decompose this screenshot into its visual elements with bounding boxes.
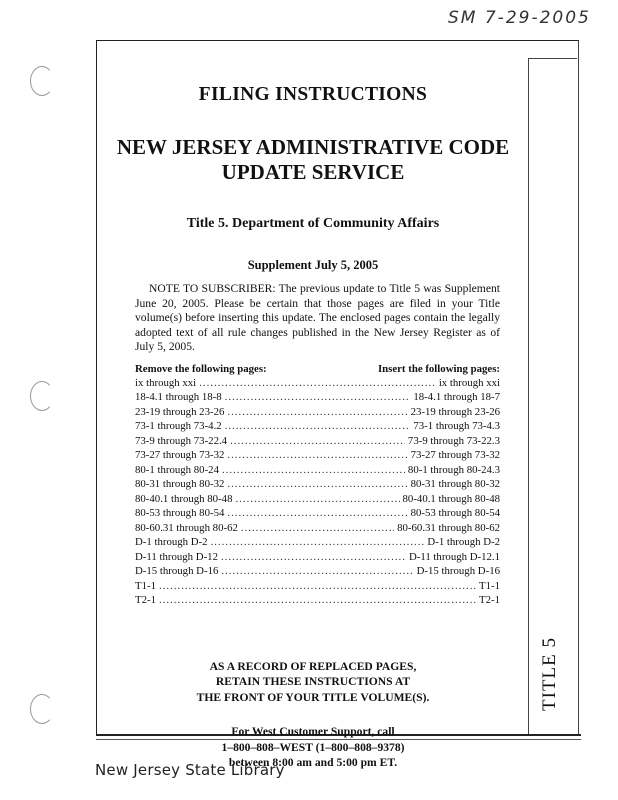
leader-dots bbox=[221, 564, 413, 579]
code-title-line: UPDATE SERVICE bbox=[221, 160, 405, 184]
remove-pages: 73-27 through 73-32 bbox=[135, 449, 225, 461]
code-title bbox=[104, 135, 522, 185]
list-item bbox=[135, 521, 500, 536]
remove-pages: 23-19 through 23-26 bbox=[135, 405, 225, 418]
insert-pages: 80-31 through 80-32 bbox=[410, 478, 500, 490]
library-stamp: New Jersey State Library bbox=[95, 761, 285, 779]
list-item bbox=[135, 477, 500, 492]
page-title: FILING INSTRUCTIONS bbox=[198, 84, 428, 105]
insert-pages: 80-1 through 80-24.3 bbox=[407, 463, 500, 476]
remove-pages: D-1 through D-2 bbox=[135, 536, 208, 548]
record-line: THE FRONT OF YOUR TITLE VOLUME(S). bbox=[196, 690, 430, 704]
support-phone: 1–800–808–WEST (1–800–808–9378) bbox=[221, 740, 405, 754]
remove-header: Remove the following pages: bbox=[135, 362, 267, 375]
remove-pages: 73-9 through 73-22.4 bbox=[135, 434, 228, 447]
remove-pages: 73-1 through 73-4.2 bbox=[135, 420, 222, 432]
leader-dots bbox=[211, 535, 425, 550]
insert-pages: T1-1 bbox=[479, 579, 500, 592]
remove-pages: 80-1 through 80-24 bbox=[135, 463, 219, 476]
leader-dots bbox=[225, 419, 411, 434]
punch-hole-icon bbox=[30, 381, 54, 411]
insert-pages: 80-60.31 through 80-62 bbox=[397, 521, 500, 534]
list-item bbox=[135, 448, 500, 463]
list-item bbox=[135, 463, 500, 478]
leader-dots bbox=[199, 376, 436, 391]
page-list-header bbox=[135, 363, 500, 375]
leader-dots bbox=[159, 579, 476, 594]
list-item bbox=[135, 376, 500, 391]
tab-divider bbox=[528, 58, 529, 734]
remove-pages: 80-53 through 80-54 bbox=[135, 507, 225, 519]
remove-pages: D-15 through D-16 bbox=[135, 565, 219, 577]
leader-dots bbox=[227, 506, 407, 521]
list-item bbox=[135, 579, 500, 594]
list-item bbox=[135, 434, 500, 449]
insert-pages: 80-53 through 80-54 bbox=[410, 507, 500, 519]
list-item bbox=[135, 419, 500, 434]
list-item bbox=[135, 506, 500, 521]
support-hours: between 8:00 am and 5:00 pm ET. bbox=[228, 756, 398, 769]
insert-pages: 73-9 through 73-22.3 bbox=[407, 434, 500, 447]
code-title-line: NEW JERSEY ADMINISTRATIVE CODE bbox=[116, 135, 510, 159]
leader-dots bbox=[227, 477, 407, 492]
remove-pages: 18-4.1 through 18-8 bbox=[135, 391, 222, 403]
tab-divider-top bbox=[528, 58, 577, 59]
insert-pages: T2-1 bbox=[479, 594, 500, 606]
insert-pages: D-15 through D-16 bbox=[416, 565, 500, 577]
subscriber-note: NOTE TO SUBSCRIBER: The previous update to Title 5 was Supplement June 20, 2005. Please be certain that those pages are filed in your Title volume(s) before inserting this update. The enclosed pages contain the legally adopted text of all rule changes published in the New Jersey Register as of July 5, 2005. bbox=[135, 282, 500, 353]
remove-pages: T2-1 bbox=[135, 594, 156, 606]
remove-pages: D-11 through D-12 bbox=[135, 550, 218, 563]
record-line: RETAIN THESE INSTRUCTIONS AT bbox=[215, 675, 411, 688]
insert-pages: 80-40.1 through 80-48 bbox=[402, 492, 500, 505]
remove-pages: 80-40.1 through 80-48 bbox=[135, 492, 233, 505]
list-item bbox=[135, 492, 500, 507]
handwritten-note: SM 7-29-2005 bbox=[448, 8, 591, 28]
list-item bbox=[135, 535, 500, 550]
list-item bbox=[135, 390, 500, 405]
leader-dots bbox=[222, 463, 405, 478]
leader-dots bbox=[230, 434, 405, 449]
leader-dots bbox=[159, 593, 476, 608]
remove-pages: ix through xxi bbox=[135, 376, 197, 389]
tab-label: TITLE 5 bbox=[539, 636, 561, 712]
punch-hole-icon bbox=[30, 66, 54, 96]
remove-pages: 80-60.31 through 80-62 bbox=[135, 521, 238, 534]
punch-hole-icon bbox=[30, 694, 54, 724]
leader-dots bbox=[225, 390, 411, 405]
title-tab bbox=[537, 636, 563, 712]
leader-dots bbox=[227, 448, 407, 463]
insert-pages: ix through xxi bbox=[438, 376, 500, 389]
support-line: For West Customer Support, call bbox=[231, 725, 395, 738]
record-line: AS A RECORD OF REPLACED PAGES, bbox=[209, 659, 417, 673]
page-list bbox=[135, 376, 500, 608]
insert-pages: D-11 through D-12.1 bbox=[408, 550, 500, 563]
list-item bbox=[135, 564, 500, 579]
remove-pages: 80-31 through 80-32 bbox=[135, 478, 225, 490]
list-item bbox=[135, 550, 500, 565]
leader-dots bbox=[221, 550, 406, 565]
supplement-date: Supplement July 5, 2005 bbox=[247, 258, 379, 272]
leader-dots bbox=[235, 492, 399, 507]
list-item bbox=[135, 405, 500, 420]
leader-dots bbox=[227, 405, 407, 420]
filing-instructions bbox=[116, 80, 510, 771]
insert-pages: 23-19 through 23-26 bbox=[410, 405, 500, 418]
record-instructions bbox=[120, 659, 506, 706]
remove-pages: T1-1 bbox=[135, 579, 156, 592]
title-heading: Title 5. Department of Community Affairs bbox=[186, 216, 440, 231]
list-item bbox=[135, 593, 500, 608]
insert-pages: 73-27 through 73-32 bbox=[410, 449, 500, 461]
leader-dots bbox=[241, 521, 394, 536]
insert-pages: 73-1 through 73-4.3 bbox=[413, 420, 500, 432]
insert-header: Insert the following pages: bbox=[377, 362, 500, 375]
insert-pages: 18-4.1 through 18-7 bbox=[413, 391, 500, 403]
insert-pages: D-1 through D-2 bbox=[427, 536, 500, 548]
